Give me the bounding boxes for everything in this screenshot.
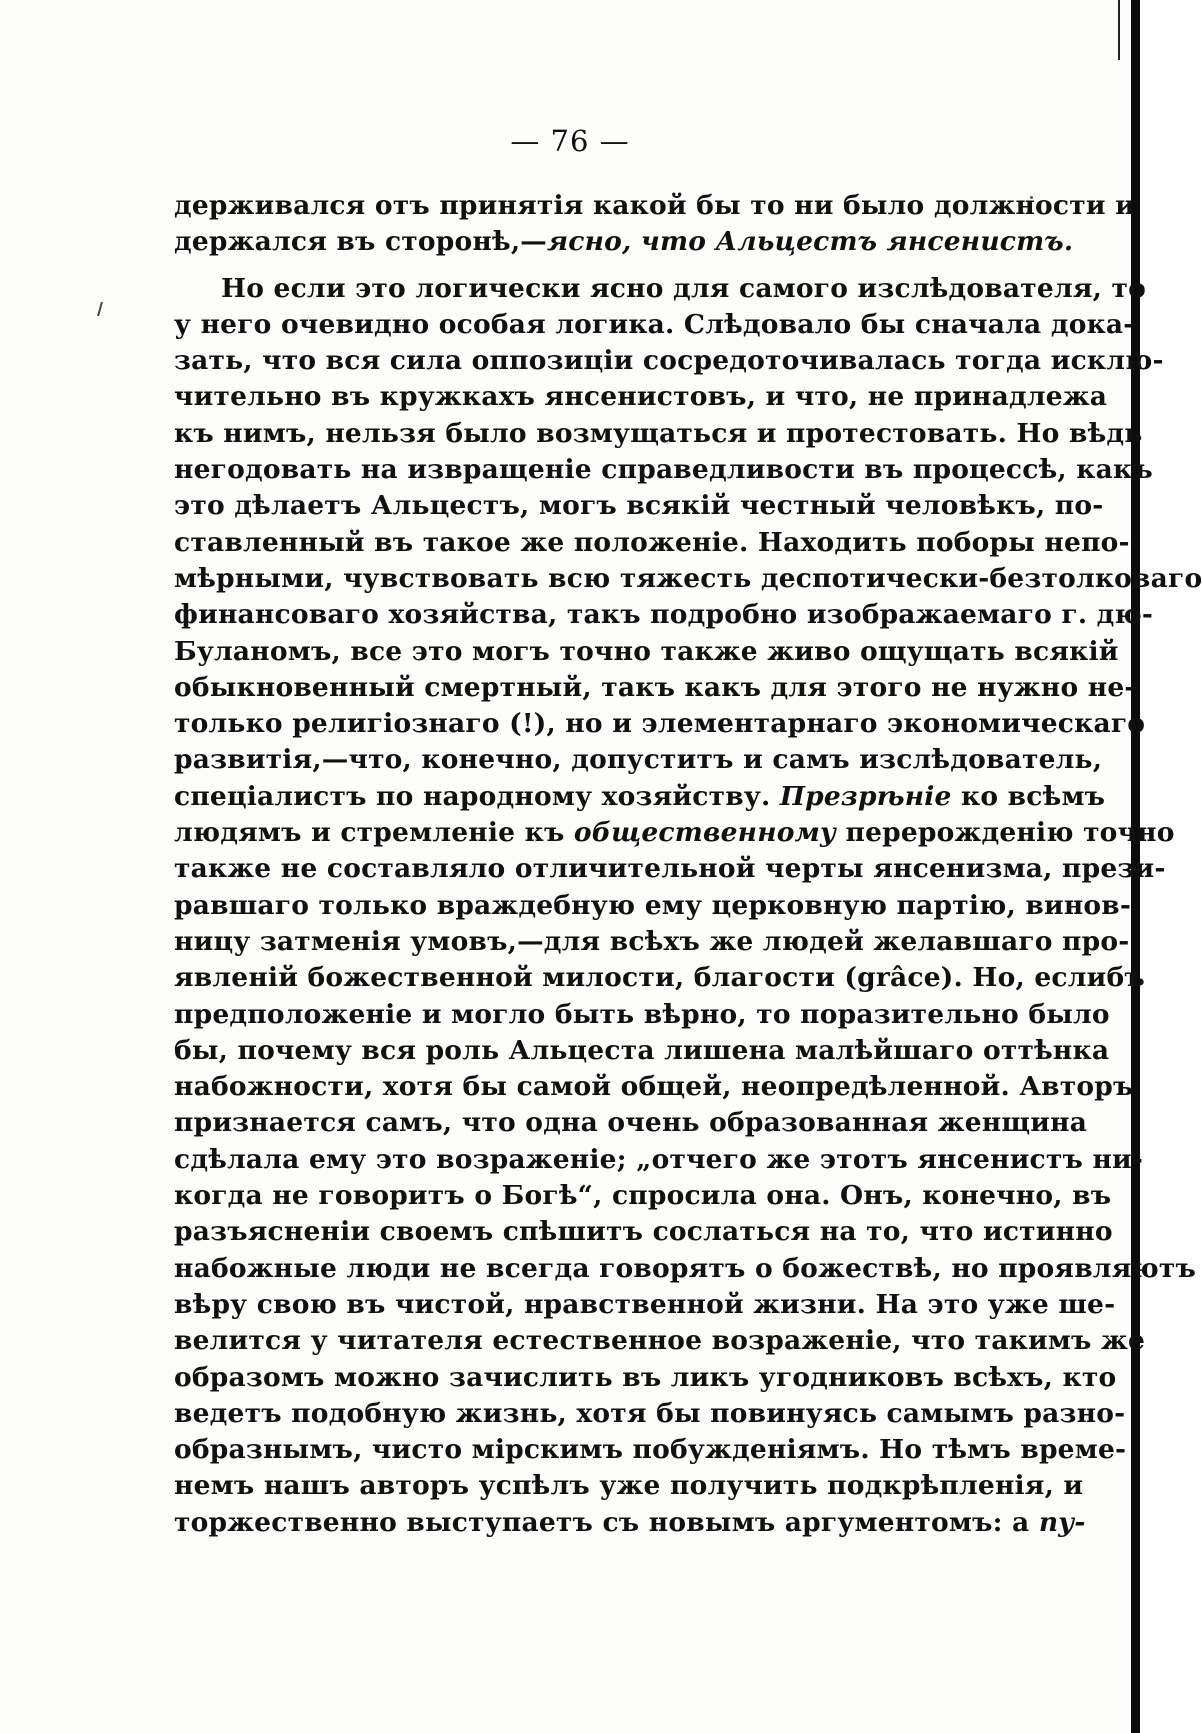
- text-line: [174, 1505, 1086, 1541]
- text-line: [174, 634, 1119, 670]
- italic-text: ясно, что Альцестъ янсенистъ.: [546, 226, 1074, 258]
- text-segment: торжественно выступаетъ съ новымъ аргументомъ: а: [174, 1506, 1039, 1538]
- text-segment: разъясненіи своемъ спѣшитъ сослаться на то, что истинно: [174, 1216, 1113, 1248]
- text-segment: сдѣлала ему это возраженіе; „отчего же этотъ янсенистъ ни-: [174, 1143, 1144, 1175]
- text-segment: только религіознаго (!), но и элементарнаго экономическаго: [174, 708, 1146, 740]
- text-line: [174, 1214, 1113, 1250]
- text-segment: перерожденію точно: [836, 817, 1175, 849]
- text-line: [174, 1396, 1126, 1432]
- text-line: [174, 1432, 1127, 1468]
- text-line: [174, 597, 1154, 633]
- text-segment: держался въ сторонѣ,—: [174, 226, 547, 258]
- text-line: [174, 851, 1166, 887]
- text-line: [174, 343, 1164, 379]
- italic-text: общественному: [573, 817, 837, 849]
- text-line: [174, 1178, 1112, 1214]
- text-segment: развитія,—что, конечно, допуститъ и самъ изслѣдователь,: [174, 744, 1103, 776]
- text-segment: негодовать на извращеніе справедливости въ процессѣ, какъ: [174, 454, 1153, 486]
- text-segment: Но если это логически ясно для самого изслѣдователя, то: [221, 272, 1146, 304]
- text-segment: велится у читателя естественное возраженіе, что такимъ же: [174, 1325, 1146, 1357]
- text-line: [174, 779, 1106, 815]
- text-segment: къ нимъ, нельзя было возмущаться и протестовать. Но вѣдь: [174, 417, 1143, 449]
- text-segment: обыкновенный смертный, такъ какъ для этого не нужно не-: [174, 671, 1136, 703]
- text-segment: предположеніе и могло быть вѣрно, то поразительно было: [174, 998, 1110, 1030]
- text-segment: чительно въ кружкахъ янсенистовъ, и что, не принадлежа: [174, 381, 1108, 413]
- text-line: [174, 1251, 1196, 1287]
- text-segment: равшаго только враждебную ему церковную партію, винов-: [174, 889, 1132, 921]
- text-line: [174, 1105, 1088, 1141]
- text-segment: когда не говоритъ о Богѣ“, спросила она. Онъ, конечно, въ: [174, 1180, 1112, 1212]
- text-line: [174, 924, 1130, 960]
- text-segment: это дѣлаетъ Альцестъ, могъ всякій честный человѣкъ, по-: [174, 490, 1104, 522]
- margin-mark: [97, 302, 103, 316]
- text-segment: набожные люди не всегда говорятъ о божествѣ, но проявляютъ: [174, 1252, 1196, 1284]
- text-line: [174, 815, 1175, 851]
- text-line: [174, 997, 1110, 1033]
- page-number: — 76 —: [510, 124, 630, 158]
- text-segment: набожности, хотя бы самой общей, неопредѣленной. Авторъ: [174, 1071, 1134, 1103]
- text-line: [174, 488, 1104, 524]
- text-segment: образомъ можно зачислить въ ликъ угодниковъ всѣхъ, кто: [174, 1361, 1117, 1393]
- text-line: [174, 1360, 1117, 1396]
- italic-text: Презрѣніе: [779, 780, 952, 812]
- italic-text: пу-: [1038, 1506, 1086, 1538]
- text-line: [174, 452, 1153, 488]
- paragraph-gap: [174, 261, 1040, 271]
- text-line: [174, 960, 1145, 996]
- text-segment: ведетъ подобную жизнь, хотя бы повинуясь самымъ разно-: [174, 1397, 1126, 1429]
- text-segment: мѣрными, чувствовать всю тяжесть деспотически-безтолковаго: [174, 562, 1202, 594]
- text-segment: образнымъ, чисто мірскимъ побужденіямъ. Но тѣмъ време-: [174, 1434, 1127, 1466]
- text-line: [174, 416, 1143, 452]
- text-line: [174, 379, 1108, 415]
- text-segment: людямъ и стремленіе къ: [174, 817, 574, 849]
- text-segment: признается самъ, что одна очень образованная женщина: [174, 1107, 1088, 1139]
- text-segment: явленій божественной милости, благости (grâce). Но, еслибъ: [174, 962, 1145, 994]
- text-line: [174, 525, 1130, 561]
- text-segment: вѣру свою въ чистой, нравственной жизни. На это уже ше-: [174, 1288, 1116, 1320]
- text-line: [174, 742, 1103, 778]
- text-segment: Буланомъ, все это могъ точно также живо ощущать всякій: [174, 635, 1119, 667]
- text-segment: ницу затменія умовъ,—для всѣхъ же людей желавшаго про-: [174, 925, 1130, 957]
- text-line: [174, 307, 1135, 343]
- text-line: [174, 670, 1136, 706]
- text-segment: держивался отъ принятія какой бы то ни было должности и: [174, 190, 1136, 221]
- text-line: [174, 1069, 1134, 1105]
- text-line: [174, 1323, 1146, 1359]
- page-edge-line: [1118, 0, 1120, 60]
- text-line: [174, 561, 1202, 597]
- body-text: [174, 188, 1202, 1541]
- text-line: [174, 1142, 1144, 1178]
- text-segment: зать, что вся сила оппозиціи сосредоточивалась тогда исклю-: [174, 345, 1164, 377]
- text-line: [174, 188, 1136, 224]
- text-line: [174, 1033, 1110, 1069]
- text-segment: бы, почему вся роль Альцеста лишена малѣйшаго оттѣнка: [174, 1034, 1110, 1066]
- text-segment: ко всѣмъ: [951, 780, 1106, 812]
- text-segment: спеціалистъ по народному хозяйству.: [174, 780, 780, 812]
- text-segment: немъ нашъ авторъ успѣлъ уже получить подкрѣпленія, и: [174, 1470, 1084, 1502]
- text-line: [174, 706, 1146, 742]
- text-segment: ставленный въ такое же положеніе. Находить поборы непо-: [174, 526, 1130, 558]
- text-line: [174, 271, 1146, 307]
- text-segment: также не составляло отличительной черты янсенизма, прези-: [174, 853, 1166, 885]
- text-line: [174, 224, 1074, 260]
- text-line: [174, 1287, 1116, 1323]
- text-line: [174, 888, 1132, 924]
- text-segment: финансоваго хозяйства, такъ подробно изображаемаго г. дю-: [174, 599, 1154, 631]
- text-segment: у него очевидно особая логика. Слѣдовало бы сначала дока-: [174, 308, 1135, 340]
- text-line: [174, 1468, 1084, 1504]
